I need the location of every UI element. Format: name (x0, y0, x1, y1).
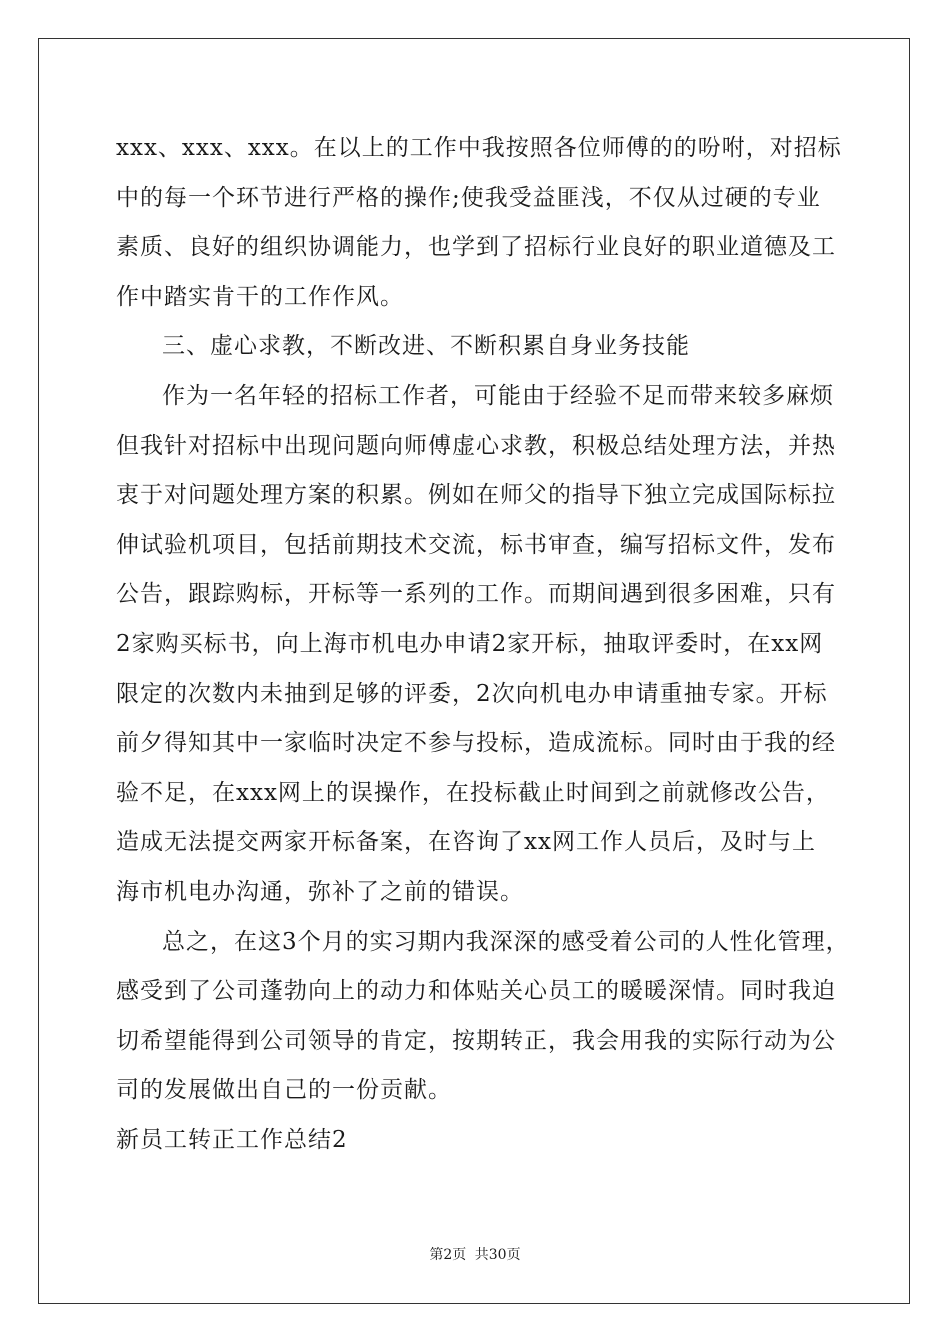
text-line: 验不足，在xxx网上的误操作，在投标截止时间到之前就修改公告， (116, 779, 830, 806)
page-total: 共30页 (474, 1247, 521, 1263)
text-line: 衷于对问题处理方案的积累。例如在师父的指导下独立完成国际标拉 (116, 482, 836, 509)
text-line: xxx、xxx、xxx。在以上的工作中我按照各位师傅的的吩咐，对招标 (116, 135, 842, 161)
section-title: 新员工转正工作总结2 (116, 1126, 348, 1153)
text-line: 总之，在这3个月的实习期内我深深的感受着公司的人性化管理， (162, 928, 850, 955)
text-line: 前夕得知其中一家临时决定不参与投标，造成流标。同时由于我的经 (116, 730, 836, 757)
text-line: 公告，跟踪购标，开标等一系列的工作。而期间遇到很多困难，只有 (116, 581, 836, 608)
text-line: 司的发展做出自己的一份贡献。 (116, 1077, 452, 1104)
text-line: 但我针对招标中出现问题向师傅虚心求教，积极总结处理方法，并热 (116, 432, 836, 459)
text-line: 中的每一个环节进行严格的操作;使我受益匪浅，不仅从过硬的专业 (116, 184, 821, 211)
text-line: 限定的次数内未抽到足够的评委，2次向机电办申请重抽专家。开标 (116, 680, 828, 707)
text-line: 2家购买标书，向上海市机电办申请2家开标，抽取评委时，在xx网 (116, 630, 824, 657)
text-line: 作为一名年轻的招标工作者，可能由于经验不足而带来较多麻烦 (162, 382, 834, 409)
text-line: 感受到了公司蓬勃向上的动力和体贴关心员工的暖暖深情。同时我迫 (116, 978, 836, 1005)
text-line: 海市机电办沟通，弥补了之前的错误。 (116, 878, 524, 905)
section-heading: 三、虚心求教，不断改进、不断积累自身业务技能 (162, 333, 690, 360)
text-line: 切希望能得到公司领导的肯定，按期转正，我会用我的实际行动为公 (116, 1027, 836, 1054)
page-number: 第2页 (429, 1247, 467, 1263)
text-line: 素质、良好的组织协调能力，也学到了招标行业良好的职业道德及工 (116, 234, 836, 261)
document-body (116, 124, 850, 1165)
page-footer (0, 1244, 950, 1264)
text-line: 伸试验机项目，包括前期技术交流，标书审查，编写招标文件，发布 (116, 531, 836, 558)
text-line: 造成无法提交两家开标备案，在咨询了xx网工作人员后，及时与上 (116, 829, 816, 856)
text-line: 作中踏实肯干的工作作风。 (116, 283, 404, 310)
